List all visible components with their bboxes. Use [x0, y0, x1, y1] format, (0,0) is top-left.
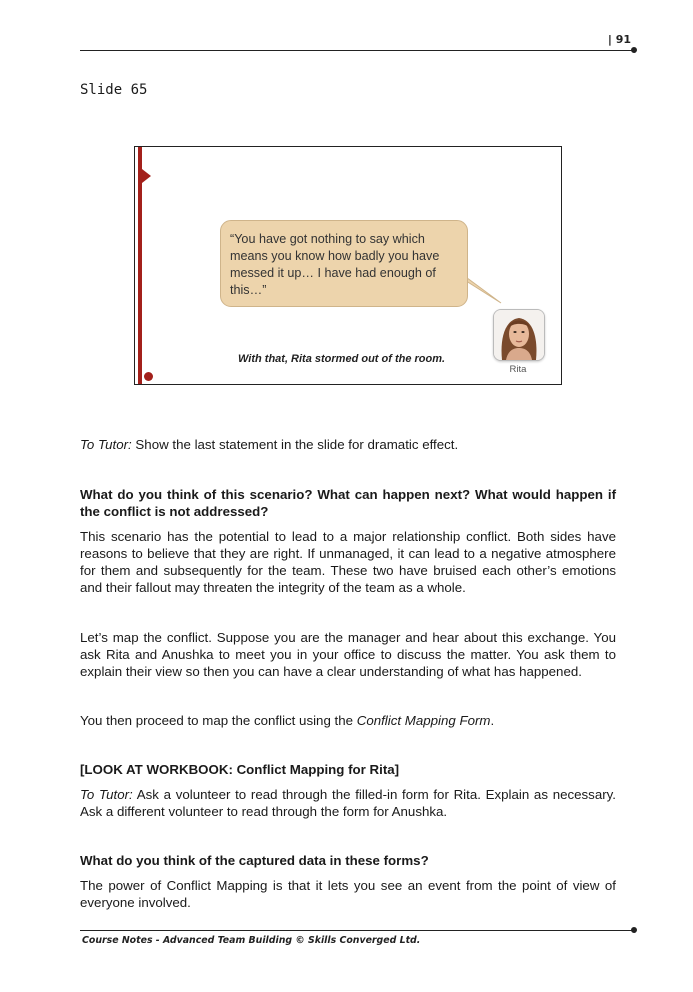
rita-avatar	[493, 309, 545, 361]
tutor-label: To Tutor:	[80, 437, 132, 452]
paragraph-3	[80, 712, 616, 729]
avatar-name: Rita	[509, 364, 527, 375]
tutor-note-1	[80, 436, 616, 453]
footer-rule	[80, 930, 634, 931]
workbook-heading: [LOOK AT WORKBOOK: Conflict Mapping for Rita]	[80, 762, 400, 777]
page-number: | 91	[607, 33, 631, 46]
header-rule	[80, 50, 634, 51]
tutor-label-2: To Tutor:	[80, 787, 133, 802]
slide-caption: With that, Rita stormed out of the room.	[238, 353, 446, 365]
slide-title: Slide 65	[80, 82, 148, 98]
paragraph-4: The power of Conflict Mapping is that it lets you see an event from the point of view of everyone involved.	[80, 878, 616, 910]
paragraph-1: This scenario has the potential to lead to a major relationship conflict. Both sides have reasons to believe that they are right. If unmanaged, it can lead to a negative atmosphere for them and subsequently for the team. These two have bruised each other’s emotions and their fallout may threaten the integrity of the team as a whole.	[80, 529, 616, 595]
person-portrait-icon	[494, 310, 544, 360]
slide-dot-icon	[144, 372, 153, 381]
paragraph-3-end: .	[490, 713, 495, 728]
question-heading-2: What do you think of the captured data in these forms?	[80, 853, 429, 868]
tutor-note-2-text: Ask a volunteer to read through the filled-in form for Rita. Explain as necessary. Ask a different volunteer to read through the form for Anushka.	[80, 787, 616, 819]
header-rule-dot	[631, 47, 637, 53]
slide-arrow-icon	[142, 169, 151, 183]
paragraph-2: Let’s map the conflict. Suppose you are the manager and hear about this exchange. You ask Rita and Anushka to meet you in your office to discuss the matter. You ask them to explain their view so then you can have a clear understanding of what has happened.	[80, 630, 616, 679]
footer-rule-dot	[631, 927, 637, 933]
question-heading-1: What do you think of this scenario? What can happen next? What would happen if the conflict is not addressed?	[80, 487, 616, 519]
tutor-note-text: Show the last statement in the slide for dramatic effect.	[131, 437, 459, 452]
slide-frame	[134, 146, 562, 385]
tutor-note-2	[80, 786, 616, 820]
speech-bubble: “You have got nothing to say which means you know how badly you have messed it up… I have had enough of this…”	[220, 220, 468, 307]
conflict-mapping-form-reference: Conflict Mapping Form	[356, 713, 491, 728]
footer-text: Course Notes - Advanced Team Building © Skills Converged Ltd.	[82, 935, 421, 946]
paragraph-3-text: You then proceed to map the conflict using the	[80, 713, 357, 728]
